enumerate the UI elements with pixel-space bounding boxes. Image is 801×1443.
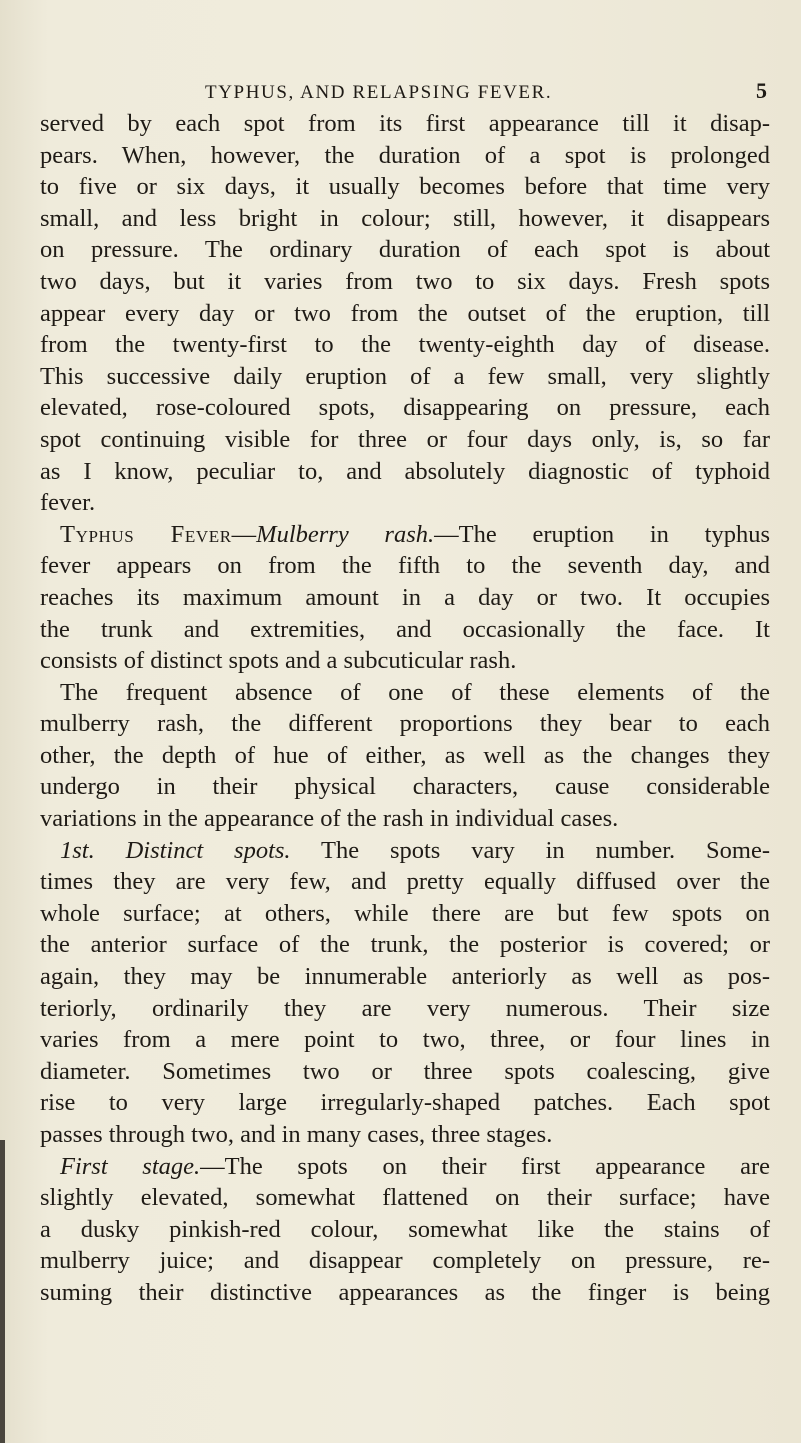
text-line: fever appears on from the fifth to the seventh day, and <box>40 552 770 580</box>
subsection-line <box>40 1151 770 1183</box>
section-subtitle: Mulberry rash. <box>256 520 435 548</box>
text-line: appear every day or two from the outset of the eruption, till <box>40 299 770 327</box>
text-line: two days, but it varies from two to six days. Fresh spots <box>40 267 770 295</box>
text-line: small, and less bright in colour; still, however, it disappears <box>40 204 770 232</box>
text-line: a dusky pinkish-red colour, somewhat like the stains of <box>40 1215 770 1243</box>
section-heading-line <box>40 519 770 551</box>
text-line: teriorly, ordinarily they are very numerous. Their size <box>40 994 770 1022</box>
text-line: whole surface; at others, while there are but few spots on <box>40 899 770 927</box>
section-title: Typhus Fever <box>60 520 232 548</box>
text-line: undergo in their physical characters, cause considerable <box>40 773 770 801</box>
subsection-title: 1st. Distinct spots. <box>60 836 291 864</box>
text-run: —The eruption in typhus <box>434 520 770 548</box>
text-line: other, the depth of hue of either, as well as the changes they <box>40 741 770 769</box>
text-run: —The spots on their first appearance are <box>200 1152 770 1180</box>
text-line: slightly elevated, somewhat flattened on their surface; have <box>40 1184 770 1212</box>
running-head: TYPHUS, AND RELAPSING FEVER. <box>205 82 553 103</box>
subsection-line <box>40 835 770 867</box>
text-line: fever. <box>40 489 96 517</box>
body-text <box>40 108 770 1309</box>
text-line: This successive daily eruption of a few small, very slightly <box>40 362 770 390</box>
text-line: elevated, rose-coloured spots, disappearing on pressure, each <box>40 394 770 422</box>
book-binding-shadow <box>0 1140 5 1443</box>
page-header <box>0 78 801 108</box>
text-run: The spots vary in number. Some- <box>290 836 770 864</box>
text-line: pears. When, however, the duration of a spot is prolonged <box>40 141 770 169</box>
text-line: The frequent absence of one of these elements of the <box>60 678 770 706</box>
text-line: again, they may be innumerable anteriorly as well as pos- <box>40 963 770 991</box>
text-line: mulberry rash, the different proportions they bear to each <box>40 710 770 738</box>
text-line: as I know, peculiar to, and absolutely diagnostic of typhoid <box>40 457 770 485</box>
subsection-title: First stage. <box>60 1152 201 1180</box>
text-line: diameter. Sometimes two or three spots coalescing, give <box>40 1057 770 1085</box>
text-line: reaches its maximum amount in a day or two. It occupies <box>40 583 770 611</box>
text-line: rise to very large irregularly-shaped patches. Each spot <box>40 1089 770 1117</box>
text-line: served by each spot from its first appearance till it disap- <box>40 110 770 137</box>
text-line: the anterior surface of the trunk, the posterior is covered; or <box>40 931 770 959</box>
text-line: spot continuing visible for three or four days only, is, so far <box>40 425 770 453</box>
text-line: the trunk and extremities, and occasionally the face. It <box>40 615 770 643</box>
text-line: varies from a mere point to two, three, or four lines in <box>40 1026 770 1054</box>
text-line: times they are very few, and pretty equally diffused over the <box>40 868 770 896</box>
text-line: on pressure. The ordinary duration of each spot is about <box>40 236 770 264</box>
text-line: consists of distinct spots and a subcuticular rash. <box>40 647 517 675</box>
text-line: variations in the appearance of the rash in individual cases. <box>40 805 619 833</box>
text-line: to five or six days, it usually becomes before that time very <box>40 173 770 201</box>
text-line: suming their distinctive appearances as the finger is being <box>40 1278 770 1306</box>
text-line: passes through two, and in many cases, three stages. <box>40 1121 553 1148</box>
page-number: 5 <box>756 78 767 103</box>
em-dash: — <box>231 520 257 548</box>
text-line: mulberry juice; and disappear completely on pressure, re- <box>40 1247 770 1275</box>
text-line: from the twenty-first to the twenty-eighth day of disease. <box>40 331 770 359</box>
